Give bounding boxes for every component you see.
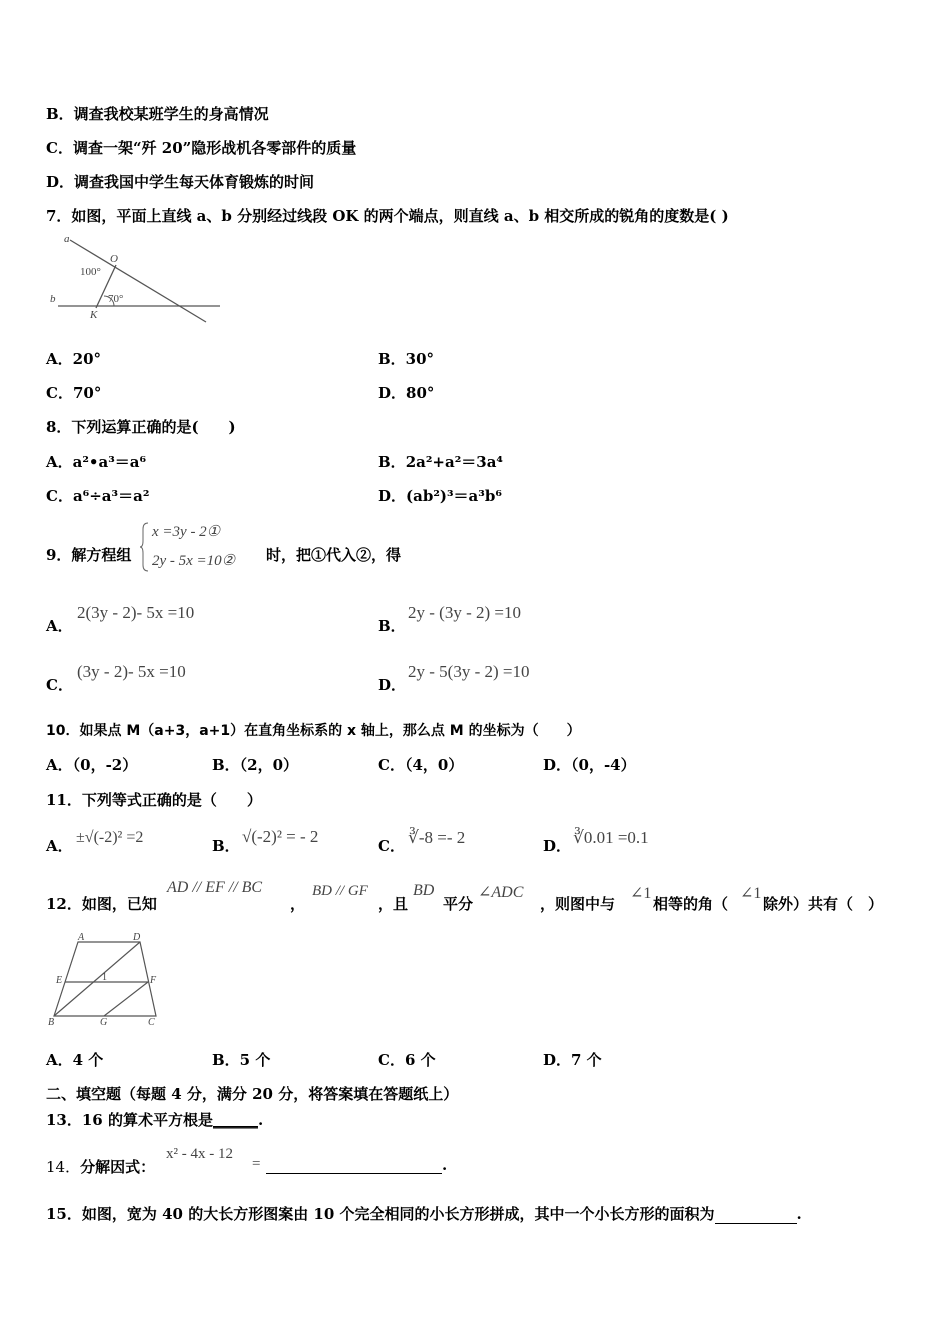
q15: 15．如图，宽为 40 的大长方形图案由 10 个完全相同的小长方形拼成，其中一个小长方形的面积为 . [46,1205,802,1223]
q7-label-o: O [110,253,118,265]
q8-option-a: A．a²•a³＝a⁶ [46,453,147,471]
q12-bd: BD [413,882,435,899]
q7-label-b: b [50,293,56,305]
q11-option-c-expr: ∛-8 =- 2 [408,828,466,847]
q9-stem-suffix: 时，把①代入②，得 [266,546,402,564]
q14: 14．分解因式： [46,1158,156,1176]
q8-stem: 8．下列运算正确的是( ) [46,418,236,436]
q12-option-b: B．5 个 [212,1051,271,1069]
q7-option-c: C．70° [46,384,102,402]
q12-label-c: C [148,1017,155,1026]
section-2-heading: 二、填空题（每题 4 分，满分 20 分，将答案填在答题纸上） [46,1085,459,1103]
q11-option-b-label: B． [212,837,240,855]
q9-option-a-expr: 2(3y - 2)- 5x =10 [77,603,195,622]
q9-option-d-expr: 2y - 5(3y - 2) =10 [408,662,530,681]
q8-option-c: C．a⁶÷a³＝a² [46,487,150,505]
q12-option-d: D．7 个 [543,1051,602,1069]
q11-option-c-label: C． [378,837,405,855]
q11-option-d-expr: ∛0.01 =0.1 [573,828,649,847]
q12-label-e: E [56,975,63,986]
q12-label-b: B [48,1017,55,1026]
q6-option-b: B．调查我校某班学生的身高情况 [46,105,269,123]
q10-option-b: B．（2，0） [212,756,299,774]
q12-sep2: ，且 [378,895,409,913]
q11-stem: 11．下列等式正确的是（ ） [46,791,262,809]
q13: 13．16 的算术平方根是______. [46,1111,264,1129]
q12-label-d: D [133,932,141,943]
q12-angle1b: ∠1 [740,885,762,902]
q12-label-1: 1 [102,972,107,983]
q9-equation-2: 2y - 5x =10② [152,553,236,569]
q9-option-c-expr: (3y - 2)- 5x =10 [77,662,186,681]
q12-label-g: G [100,1017,108,1026]
q12-cond2: BD // GF [312,883,368,899]
q9-option-b-label: B． [378,617,406,635]
q12-mid: 平分 [443,895,474,913]
q6-option-d: D．调查我国中学生每天体育锻炼的时间 [46,173,315,191]
q9-brace [140,521,150,573]
q14-answer: . [266,1156,447,1174]
q9-equation-1: x =3y - 2① [152,524,221,540]
q12-end: 除外）共有（ ） [763,895,884,913]
q14-blank[interactable] [266,1157,442,1174]
q12-angle1: ∠1 [630,885,652,902]
q7-label-100: 100° [80,266,101,278]
q12-mid3: 相等的角（ [653,895,729,913]
q7-label-70: 70° [108,293,124,305]
q9-option-b-expr: 2y - (3y - 2) =10 [408,603,521,622]
q14-expr: x² - 4x - 12 [166,1146,233,1162]
q11-option-a-label: A． [46,837,73,855]
q12-stem-prefix: 12．如图，已知 [46,895,157,913]
q6-option-c: C．调查一架“歼 20”隐形战机各零部件的质量 [46,139,357,157]
q12-cond1: AD // EF // BC [167,879,263,896]
q8-option-d: D．(ab²)³＝a³b⁶ [378,487,502,505]
line-bd [54,942,140,1016]
q7-option-b: B．30° [378,350,435,368]
q11-option-d-label: D． [543,837,572,855]
q12-angle-adc: ∠ADC [478,884,524,901]
q9-option-c-label: C． [46,676,73,694]
q12-sep1: ， [290,895,306,913]
q9-option-d-label: D． [378,676,407,694]
q7-option-a: A．20° [46,350,102,368]
q10-option-c: C．（4，0） [378,756,464,774]
q12-label-a: A [78,932,85,943]
q9-option-a-label: A． [46,617,73,635]
q9-stem-prefix: 9．解方程组 [46,546,132,564]
q12-figure [44,930,168,1026]
q10-option-d: D．（0，-4） [543,756,636,774]
q10-option-a: A．（0，-2） [46,756,138,774]
q7-label-a: a [64,233,70,245]
q11-option-a-expr: ±√(-2)² =2 [76,829,144,846]
q15-blank[interactable] [715,1207,797,1224]
q12-label-f: F [150,975,157,986]
q13-blank: ______ [212,1111,258,1129]
q12-option-c: C．6 个 [378,1051,436,1069]
q12-option-a: A．4 个 [46,1051,104,1069]
q7-option-d: D．80° [378,384,435,402]
q7-stem: 7．如图，平面上直线 a、b 分别经过线段 OK 的两个端点，则直线 a、b 相交所成的锐角的度数是( ) [46,207,729,225]
q8-option-b: B．2a²+a²＝3a⁴ [378,453,503,471]
q11-option-b-expr: √(-2)² = - 2 [242,827,319,846]
q7-label-k: K [90,309,98,321]
q12-mid2: ，则图中与 [540,895,616,913]
line-gf [104,982,148,1016]
q7-figure [48,232,228,324]
q10-stem: 10．如果点 M（a+3，a+1）在直角坐标系的 x 轴上，那么点 M 的坐标为（ ） [46,723,581,739]
q14-eq: = [252,1156,261,1172]
